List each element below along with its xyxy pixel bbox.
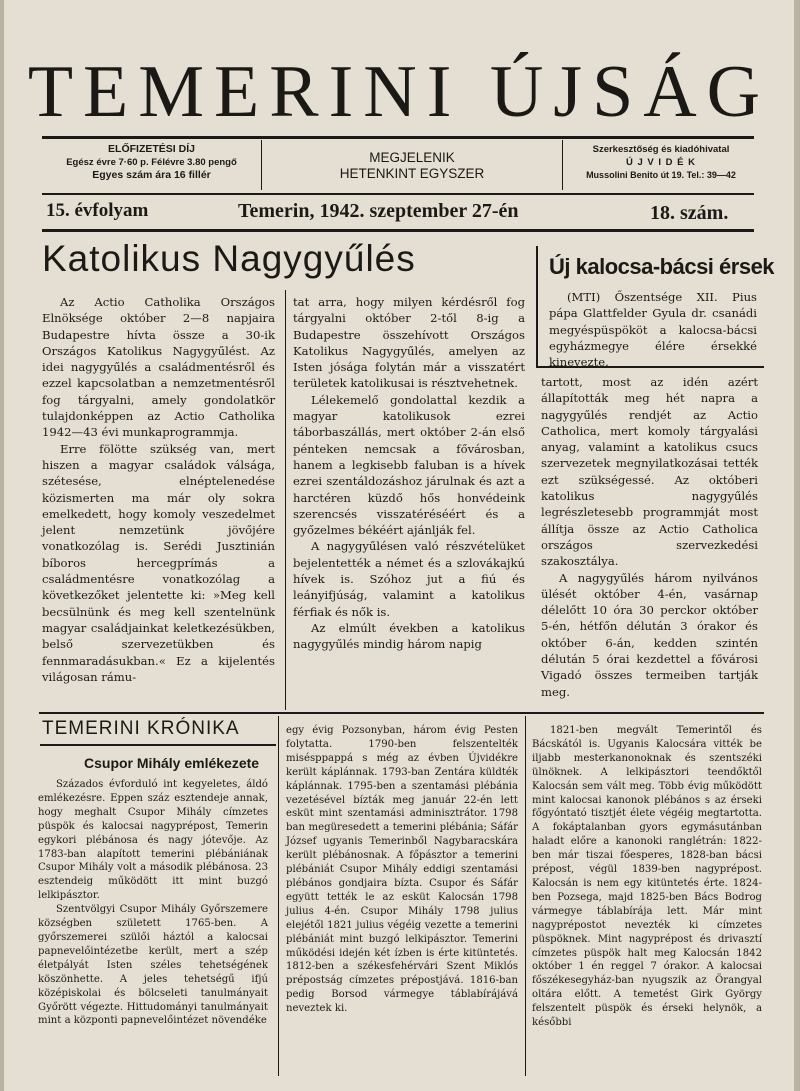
editorial-box bbox=[566, 143, 756, 182]
issue-label: 18. szám. bbox=[650, 202, 729, 224]
editorial-line1: Szerkesztőség és kiadóhivatal bbox=[592, 144, 730, 155]
column-divider bbox=[285, 290, 286, 710]
article-paragraph: Az Actio Catholika Országos Elnöksége október 2—8 napjaira Budapestre hívta össze a 30-ik Országos Katolikus Nagygyűlést. Az idei nagygyűlés a családmentésről és ezzel kapcsolatban a nemzetmentésről fog tárgyalni, amely gondolatkör tulajdonképpen az Actio Catholika 1942—43 évi munkaprogrammja. bbox=[42, 295, 275, 440]
article-paragraph: Az elmúlt években a katolikus nagygyűlés mindig három napig bbox=[293, 620, 525, 652]
info-divider-right bbox=[562, 140, 563, 190]
chronicle-title-underline bbox=[40, 744, 276, 746]
chronicle-column-3 bbox=[532, 724, 762, 1030]
section-rule bbox=[39, 712, 764, 714]
newspaper-page bbox=[4, 0, 794, 1091]
appearance-line2: HETENKINT EGYSZER bbox=[339, 166, 485, 181]
masthead-title: TEMERINI ÚJSÁG bbox=[27, 51, 771, 133]
editorial-address: Mussolini Benito út 19. Tel.: 39—42 bbox=[586, 170, 736, 180]
archbishop-headline: Új kalocsa-bácsi érsek bbox=[549, 254, 775, 279]
article-paragraph: Lélekemelő gondolattal kezdik a magyar katolikusok ezrei táborbaszállás, mert október 2-án első pénteken nemcsak a fővárosban, hanem a legkisebb faluban is a hívek ezrei szentáldozáshoz járulnak és azt a harctéren küzdő hős honvédeink szerencsés visszatéréséért és a győzelmes békéért ajánlják fel. bbox=[293, 392, 525, 538]
chronicle-title: TEMERINI KRÓNIKA bbox=[42, 718, 240, 739]
subscription-box bbox=[44, 143, 259, 182]
appearance-box bbox=[264, 150, 560, 182]
appearance-line1: MEGJELENIK bbox=[369, 150, 455, 165]
column-divider bbox=[278, 716, 279, 1076]
article-headline: Katolikus Nagygyűlés bbox=[42, 238, 416, 279]
chronicle-column-2 bbox=[286, 724, 518, 1016]
column-divider bbox=[525, 716, 526, 1076]
subscription-single-price: Egyes szám ára 16 fillér bbox=[92, 169, 211, 181]
article-paragraph: tartott, most az idén azért állapították meg hét napra a nagygyűlés rendjét az Actio Catholica, mert komoly tárgyalási anyag, valamint a katolikus csucs szervezetek megnyilatkozásai tették ezt szükségessé. Az októberi katolikus nagygyűlés legrészletesebb programmját most állítja össze az Actio Catholica országos szervezkedési szakosztálya. bbox=[541, 375, 758, 569]
archbishop-body bbox=[549, 289, 757, 370]
chronicle-paragraph: 1821-ben megvált Temerintől és Bácskától is. Ugyanis Kalocsára vitték be iljabb mesterkanonoknak és szentszéki ülnöknek. A lelkipásztori teendőktől Kalocsán sem vált meg. Több évig működött mint kalocsai kanonok plébános s az érseki főgyóntató tisztjét élete végéig megtartotta. A fokáptalanban gyors egymásutánban haladt előre a kanonoki ranglétrán: 1822-ben már tiszai főesperes, 1828-ban bácsi prépost, végül 1839-ben nagyprépost. Kalocsán is nem egy kitüntetés érte. 1824-ben Pozsega, majd 1825-ben Bács Bodrog vármegye táblabírája lett. Már mint nagyprépostot nevezték ki címzetes püspöknek. Mint nagyprépost és drivasztí címzetes püspök halt meg Kalocsán 1842 október 1 én reggel 7 órakor. A kalocsai főszékesegyház-ban nyugszik az Örangyal oltára előtt. A temetést Girk György felszentelt püspök és érseki helynök, a későbbi bbox=[532, 725, 762, 1029]
dateline-rule-top bbox=[42, 193, 754, 195]
article-column-2 bbox=[293, 294, 525, 653]
volume-label: 15. évfolyam bbox=[46, 200, 149, 221]
chronicle-headline: Csupor Mihály emlékezete bbox=[84, 755, 260, 771]
info-divider-left bbox=[261, 140, 262, 190]
article-paragraph: A nagygyűlés három nyilvános ülését október 4-én, vasárnap délelőtt 10 óra 30 perckor október 5-én, hétfőn délután 3 órakor és október 6-án, kedden szintén délután 5 órai kezdettel a fővárosi Vigadó összes termeiben tartják meg. bbox=[541, 570, 758, 699]
article-paragraph: tat arra, hogy milyen kérdésről fog tárgyalni október 2-től 8-ig a Budapestre összehívott Országos Katolikus Nagygyűlés, amelyen az Isten jósága folytán már a visszatért területek katolikusai is résztvehetnek. bbox=[293, 295, 525, 391]
editorial-city: Ú J V I D É K bbox=[625, 157, 696, 168]
article-paragraph: A nagygyűlésen való részvételüket bejelentették a német és a szlovákajkú hívek is. Szóhoz jut a fiú és leányifjúság, valamint a katolikus férfiak és nők is. bbox=[293, 539, 525, 619]
article-paragraph: Erre fölötte szükség van, mert hiszen a magyar családok válsága, szétesése, elnéptelenedése közismerten ma már oly sokra emelkedett, hogy komoly veszedelmet jelent nemzetünk jövőjére vonatkozólag is. Serédi Jusztinián bíboros hercegprímás a családmentésre vonatkozólag a következőket jelentette ki: »Meg kell becsülnünk és meg kell szentelnünk magyar családjainkat keletkezésükben, belső szervezetükben és fennmaradásukban.« Ez a kijelentés világosan rámu- bbox=[42, 441, 275, 684]
subscription-prices: Egész évre 7·60 p. Félévre 3.80 pengő bbox=[66, 157, 237, 168]
dateline-rule-bottom bbox=[42, 229, 754, 232]
masthead-rule-top bbox=[42, 136, 754, 139]
chronicle-paragraph: egy évig Pozsonyban, három évig Pesten folytatta. 1790-ben felszentelték misésppappá s még az évben Újvidékre került káplánnak. 1793-ban Zentára küldték káplánnak. 1795-ben a szentamási plébánia vezetésével bízták meg január 22-én lett esküt mint szentamási adminisztrátor. 1798 ban megüresedett a temerini plébánia; Sáfár József ugyanis Temerinből Nagybaracskára került plébánosnak. A főpásztor a temerini plébániát Csupor Mihály eddigi szentamási plébános gondjaira bízta. Csupor és Sáfár együtt tették le az esküt Kalocsán 1798 julius 4-én. Csupor Mihály 1798 julius elejétől 1821 julius végéig vezette a temerini plébániát mint buzgó lelkipásztor. Temerini működési idején két ízben is érte kitüntetés. 1812-ben a székesfehérvári Szent Miklós prépostság címzetes prépostjává. 1816-ban pedig Borsod vármegye táblabírájává neveztek ki. bbox=[286, 725, 518, 1015]
chronicle-paragraph: Százados évforduló int kegyeletes, áldó emlékezésre. Eppen száz esztendeje annak, hogy meghalt Csupor Mihály címzetes püspök és kalocsai nagyprépost, Temerin egykori plébánosa és nagy jótevője. Az 1783-ban alapított temerini plébániának Csupor Mihály volt a második plébánosa. 23 esztendeig működött itt mint buzgó lelkipásztor. bbox=[38, 779, 268, 902]
article-column-3 bbox=[541, 374, 758, 700]
chronicle-column-1 bbox=[38, 778, 268, 1028]
article-column-1 bbox=[42, 294, 275, 685]
archbishop-paragraph: (MTI) Őszentsége XII. Pius pápa Glattfelder Gyula dr. csanádi megyéspüspököt a kalocsa-bácsi egyházmegye élére érsekké kinevezte. bbox=[549, 290, 757, 370]
chronicle-paragraph: Szentvölgyi Csupor Mihály Győrszemere községben született 1765-ben. A győrszemerei szülői háztól a kalocsai papnevelőintézetbe került, mert a szép életpályát Isten széles tehetségének köszönhette. A jeles tehetségű ifjú középiskolai és bölcseleti tanulmányait Győrött végezte. Hittudományi tanulmányait mint a központi papnevelőintézet növendéke bbox=[38, 904, 268, 1027]
subscription-title: ELŐFIZETÉSI DÍJ bbox=[108, 143, 195, 155]
date-label: Temerin, 1942. szeptember 27-én bbox=[238, 200, 519, 222]
